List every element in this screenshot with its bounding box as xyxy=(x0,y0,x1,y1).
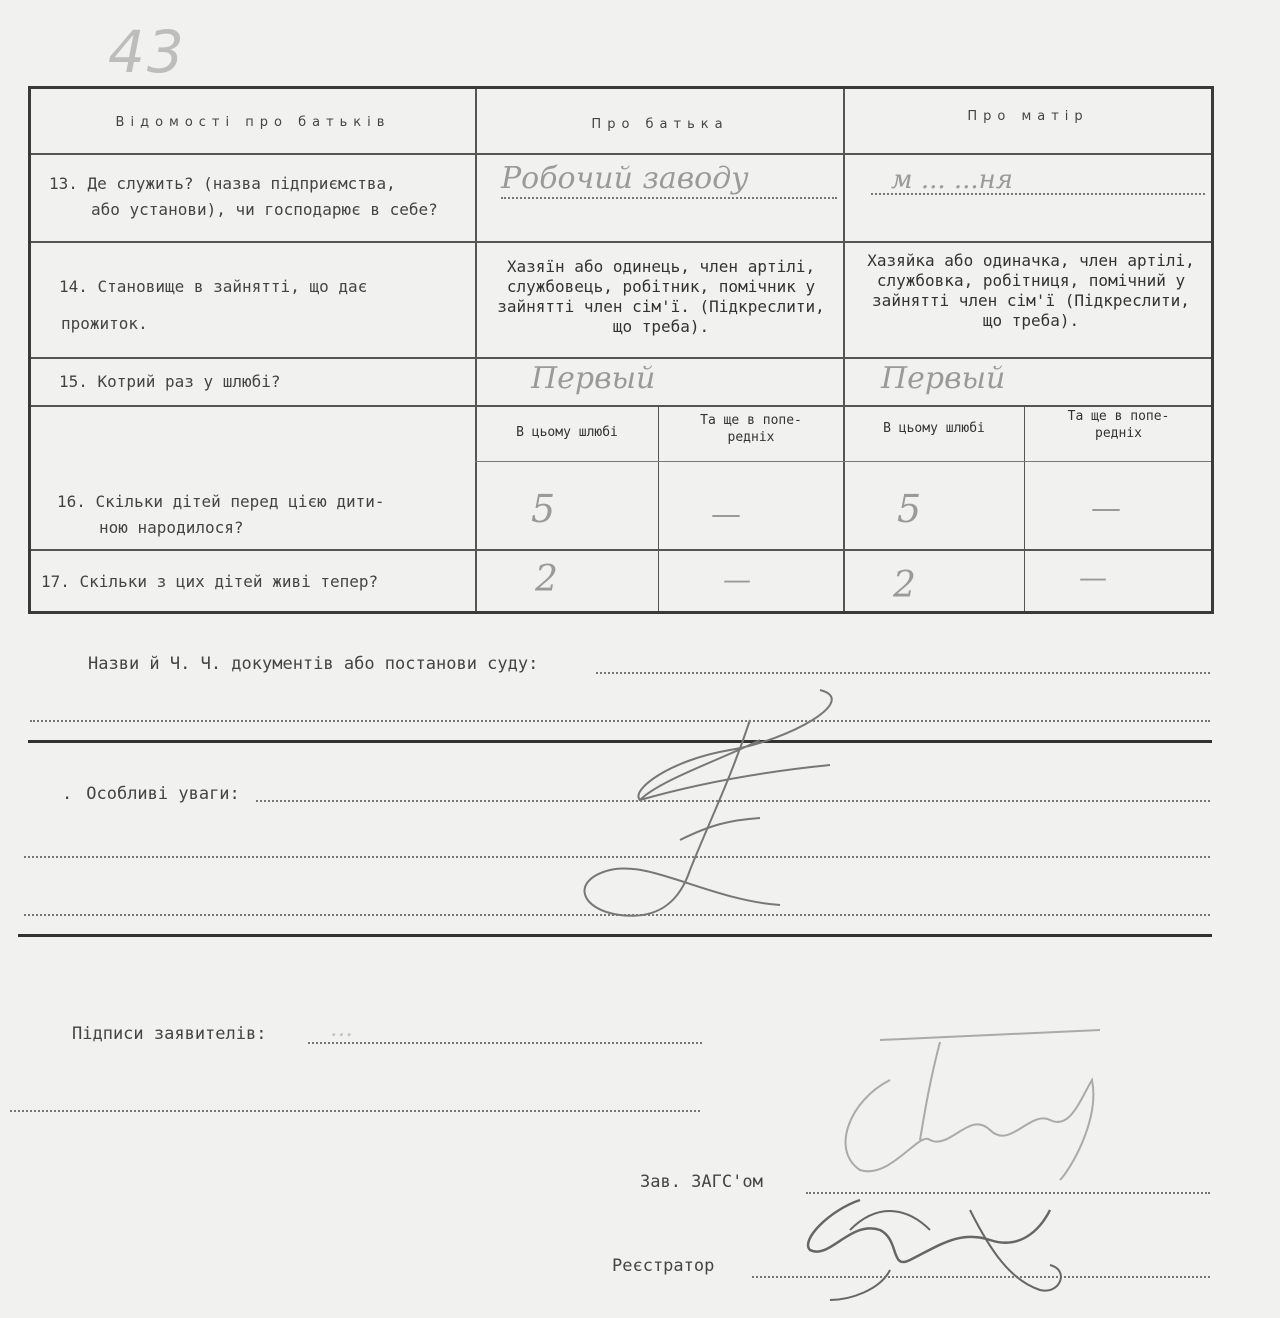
header-mother: Про матір xyxy=(967,109,1089,124)
q15-label: 15. Котрий раз у шлюбі? xyxy=(59,372,281,391)
q16-mother-this: 5 xyxy=(897,487,922,531)
registrar-label: Реєстратор xyxy=(612,1256,715,1276)
q13-mother-answer: м ... ...ня xyxy=(891,165,1014,195)
registrar-signature xyxy=(790,1170,1090,1310)
q15-father-answer: Первый xyxy=(531,361,656,396)
header-parents-info: Відомості про батьків xyxy=(115,115,391,130)
sub-divider-father xyxy=(658,407,659,611)
col-divider-1 xyxy=(475,89,477,611)
documents-label: Назви й Ч. Ч. документів або постанови суду: xyxy=(88,654,539,674)
q17-mother-prev: — xyxy=(1079,561,1107,594)
parents-info-table xyxy=(28,86,1214,614)
q16-label: 16. Скільки дітей перед цією дити- ною народилося? xyxy=(57,492,385,538)
signatures-value: ... xyxy=(330,1014,353,1042)
q13-father-answer: Робочий заводу xyxy=(501,161,749,196)
sub-divider-mother xyxy=(1024,407,1025,611)
strikethrough-mark xyxy=(560,680,860,940)
q13-label: 13. Де служить? (назва підприємства, або установи), чи господарює в себе? xyxy=(49,174,438,220)
q14-mother-options: Хазяйка або одиначка, член артілі, службовка, робітниця, помічний у зайнятті член сім'ї (Підкреслити, що треба). xyxy=(867,251,1195,330)
zags-label: Зав. ЗАГС'ом xyxy=(640,1172,763,1192)
signatures-label: Підписи заявителів: xyxy=(72,1024,267,1044)
q16-mother-prev: — xyxy=(1091,491,1121,526)
q16-father-prev: — xyxy=(711,497,741,532)
q15-mother-answer: Первый xyxy=(881,361,1006,396)
subheader-father-this-marriage: В цьому шлюбі xyxy=(516,425,618,440)
zags-signature xyxy=(830,1020,1120,1190)
subheader-father-previous: Та ще в попе- редніх xyxy=(700,413,802,445)
page-number: 43 xyxy=(108,18,186,86)
q17-label: 17. Скільки з цих дітей живі тепер? xyxy=(41,572,379,591)
q17-father-prev: — xyxy=(723,563,751,596)
subheader-mother-previous: Та ще в попе- редніх xyxy=(1067,409,1170,441)
remarks-label: . Особливі уваги: xyxy=(62,784,240,804)
subheader-mother-this-marriage: В цьому шлюбі xyxy=(883,421,985,436)
header-father: Про батька xyxy=(591,117,729,132)
q16-father-this: 5 xyxy=(531,487,556,531)
q17-father-this: 2 xyxy=(535,559,558,600)
col-divider-2 xyxy=(843,89,845,611)
q14-label: 14. Становище в зайнятті, що дає прожиток. xyxy=(59,277,368,333)
q17-mother-this: 2 xyxy=(893,565,916,606)
q14-father-options: Хазяїн або одинець, член артілі, службовець, робітник, помічник у зайнятті член сім'ї. (Підкреслити, що треба). xyxy=(497,257,825,336)
